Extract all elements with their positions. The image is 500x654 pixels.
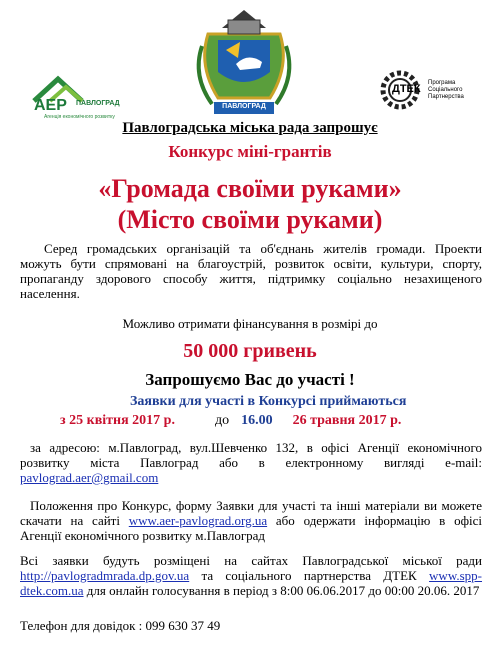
- aer-site-link[interactable]: www.aer-pavlograd.org.ua: [128, 513, 268, 528]
- invite-participate: Запрошуємо Вас до участі !: [145, 370, 355, 389]
- regulations-tail: або одержати інформацію в офісі Агенції економічного розвитку м.Павлоград: [20, 513, 482, 543]
- regulations-text: Положення про Конкурс, форму Заявки для участі та інші матеріали ви можете скачати на сайті: [20, 498, 482, 528]
- address-text: за адресою: м.Павлоград, вул.Шевченко 132, в офісі Агенції економічного розвитку міста Павлоград або в електронному вигляді e-mail:: [20, 440, 482, 470]
- date-from: 25 квітня 2017 р.: [69, 413, 175, 428]
- to-word: до: [214, 413, 230, 428]
- dtek-logo: [378, 68, 488, 112]
- date-to: 26 травня 2017 р.: [292, 413, 402, 428]
- time: 16.00: [241, 413, 273, 428]
- published-text: Всі заявки будуть розміщені на сайтах Павлоградської міської ради: [20, 553, 482, 568]
- aer-logo: [30, 75, 118, 121]
- regulations-paragraph: [20, 498, 482, 543]
- address-paragraph: [20, 440, 482, 485]
- dates-line: [60, 413, 401, 429]
- dtek-caption: Програма Соціального Партнерства: [428, 80, 464, 100]
- invite-heading: Павлоградська міська рада запрошує: [122, 120, 378, 136]
- applications-text: Заявки для участі в Конкурсі приймаються: [130, 394, 407, 409]
- coat-of-arms: [188, 6, 300, 122]
- date-prefix: з: [60, 413, 70, 428]
- aer-caption: Агенція економічного розвитку: [44, 114, 115, 120]
- contest-heading: Конкурс міні-грантів: [168, 142, 332, 161]
- council-site-link[interactable]: http://pavlogradmrada.dp.gov.ua: [20, 568, 190, 583]
- title-line-2: (Місто своїми руками): [117, 205, 383, 234]
- published-tail: для онлайн голосування в період з 8:00 06.06.2017 до 00:00 20.06. 2017: [86, 583, 480, 598]
- applications-heading: [130, 394, 406, 410]
- published-paragraph: [20, 553, 482, 598]
- email-link[interactable]: pavlograd.aer@gmail.com: [20, 470, 159, 485]
- aer-letters: АЕР: [34, 97, 67, 114]
- funding-text: Можливо отримати фінансування в розмірі до: [122, 316, 378, 331]
- amount: 50 000 гривень: [183, 340, 317, 362]
- dtek-site-link[interactable]: www.spp-dtek.com.ua: [20, 568, 483, 598]
- published-mid: та соціального партнерства ДТЕК: [201, 568, 417, 583]
- phone-line: [20, 618, 220, 634]
- intro-paragraph: Серед громадських організацій та об'єднань жителів громади. Проекти можуть бути спрямовані на благоустрій, розвиток освіти, культури, спорту, пропаганду здорового способу життя, підтримку соціально незахищеного населення.: [20, 241, 482, 301]
- phone-text: Телефон для довідок : 099 630 37 49: [20, 618, 221, 633]
- coat-ribbon-text: ПАВЛОГРАД: [222, 103, 266, 110]
- dtek-name: ДТЕК: [392, 83, 421, 95]
- title-line-1: «Громада своїми руками»: [98, 174, 402, 203]
- aer-city: ПАВЛОГРАД: [76, 100, 120, 107]
